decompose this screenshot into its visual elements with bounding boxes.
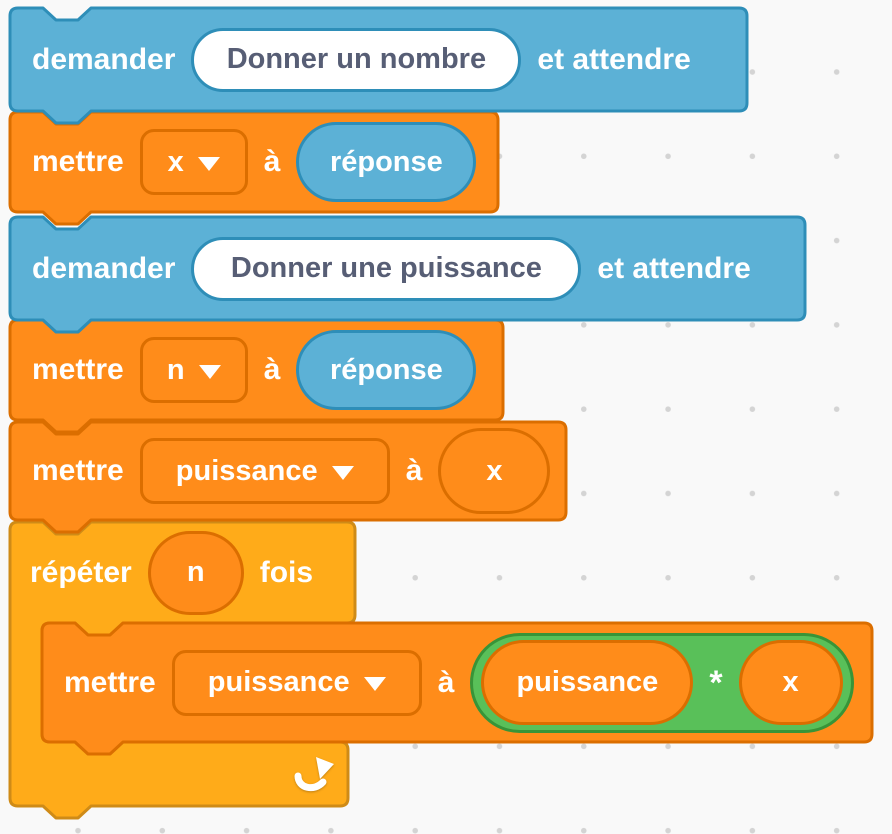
reporter-label: x xyxy=(782,666,799,698)
block-label: mettre xyxy=(32,454,124,487)
block-label: à xyxy=(437,665,455,699)
variable-dropdown-puissance[interactable] xyxy=(172,650,422,716)
block-content xyxy=(10,522,355,623)
reporter-puissance[interactable] xyxy=(481,640,693,725)
block-label: à xyxy=(263,353,281,386)
dropdown-value: puissance xyxy=(207,666,350,698)
reporter-réponse[interactable] xyxy=(296,330,476,410)
dropdown-value: n xyxy=(166,353,185,386)
block-set-power-to-product[interactable] xyxy=(42,623,872,742)
variable-dropdown-x[interactable] xyxy=(140,129,248,195)
block-label: mettre xyxy=(32,145,124,178)
block-label: mettre xyxy=(32,353,124,386)
reporter-label: x xyxy=(486,454,503,487)
ask-text-value: Donner une puissance xyxy=(230,252,542,284)
variable-dropdown-n[interactable] xyxy=(140,337,248,403)
reporter-x[interactable] xyxy=(739,640,843,725)
block-label: mettre xyxy=(64,665,156,699)
reporter-réponse[interactable] xyxy=(296,122,476,202)
block-label: et attendre xyxy=(537,42,691,76)
block-set-x-to-answer[interactable] xyxy=(10,112,498,212)
block-label: répéter xyxy=(30,555,132,589)
reporter-label: n xyxy=(186,556,205,588)
reporter-label: réponse xyxy=(329,353,443,386)
ask-text-input[interactable] xyxy=(191,28,521,92)
block-ask-power[interactable] xyxy=(10,217,805,320)
dropdown-value: puissance xyxy=(175,454,318,487)
block-label: fois xyxy=(259,555,314,589)
block-content xyxy=(10,422,566,520)
block-label: demander xyxy=(32,42,176,76)
block-content xyxy=(10,8,747,111)
block-label: et attendre xyxy=(597,251,751,285)
chevron-down-icon xyxy=(364,677,386,691)
block-ask-number[interactable] xyxy=(10,8,747,111)
operator-multiply[interactable] xyxy=(470,633,853,733)
block-set-power-to-x[interactable] xyxy=(10,422,566,520)
reporter-label: puissance xyxy=(516,666,659,698)
chevron-down-icon xyxy=(199,365,221,379)
block-content xyxy=(10,217,805,320)
chevron-down-icon xyxy=(332,466,354,480)
dropdown-value: x xyxy=(167,145,184,178)
block-content xyxy=(10,112,498,212)
block-label: demander xyxy=(32,251,176,285)
block-content xyxy=(42,623,872,742)
chevron-down-icon xyxy=(198,157,220,171)
reporter-label: réponse xyxy=(329,145,443,178)
reporter-n[interactable] xyxy=(148,531,244,615)
variable-dropdown-puissance[interactable] xyxy=(140,438,390,504)
ask-text-value: Donner un nombre xyxy=(226,43,487,75)
block-label: à xyxy=(263,145,281,178)
multiply-symbol: * xyxy=(709,663,723,702)
loop-arrow-icon xyxy=(291,753,339,795)
ask-text-input[interactable] xyxy=(191,237,581,301)
reporter-x[interactable] xyxy=(438,428,550,514)
block-label: à xyxy=(405,454,423,487)
